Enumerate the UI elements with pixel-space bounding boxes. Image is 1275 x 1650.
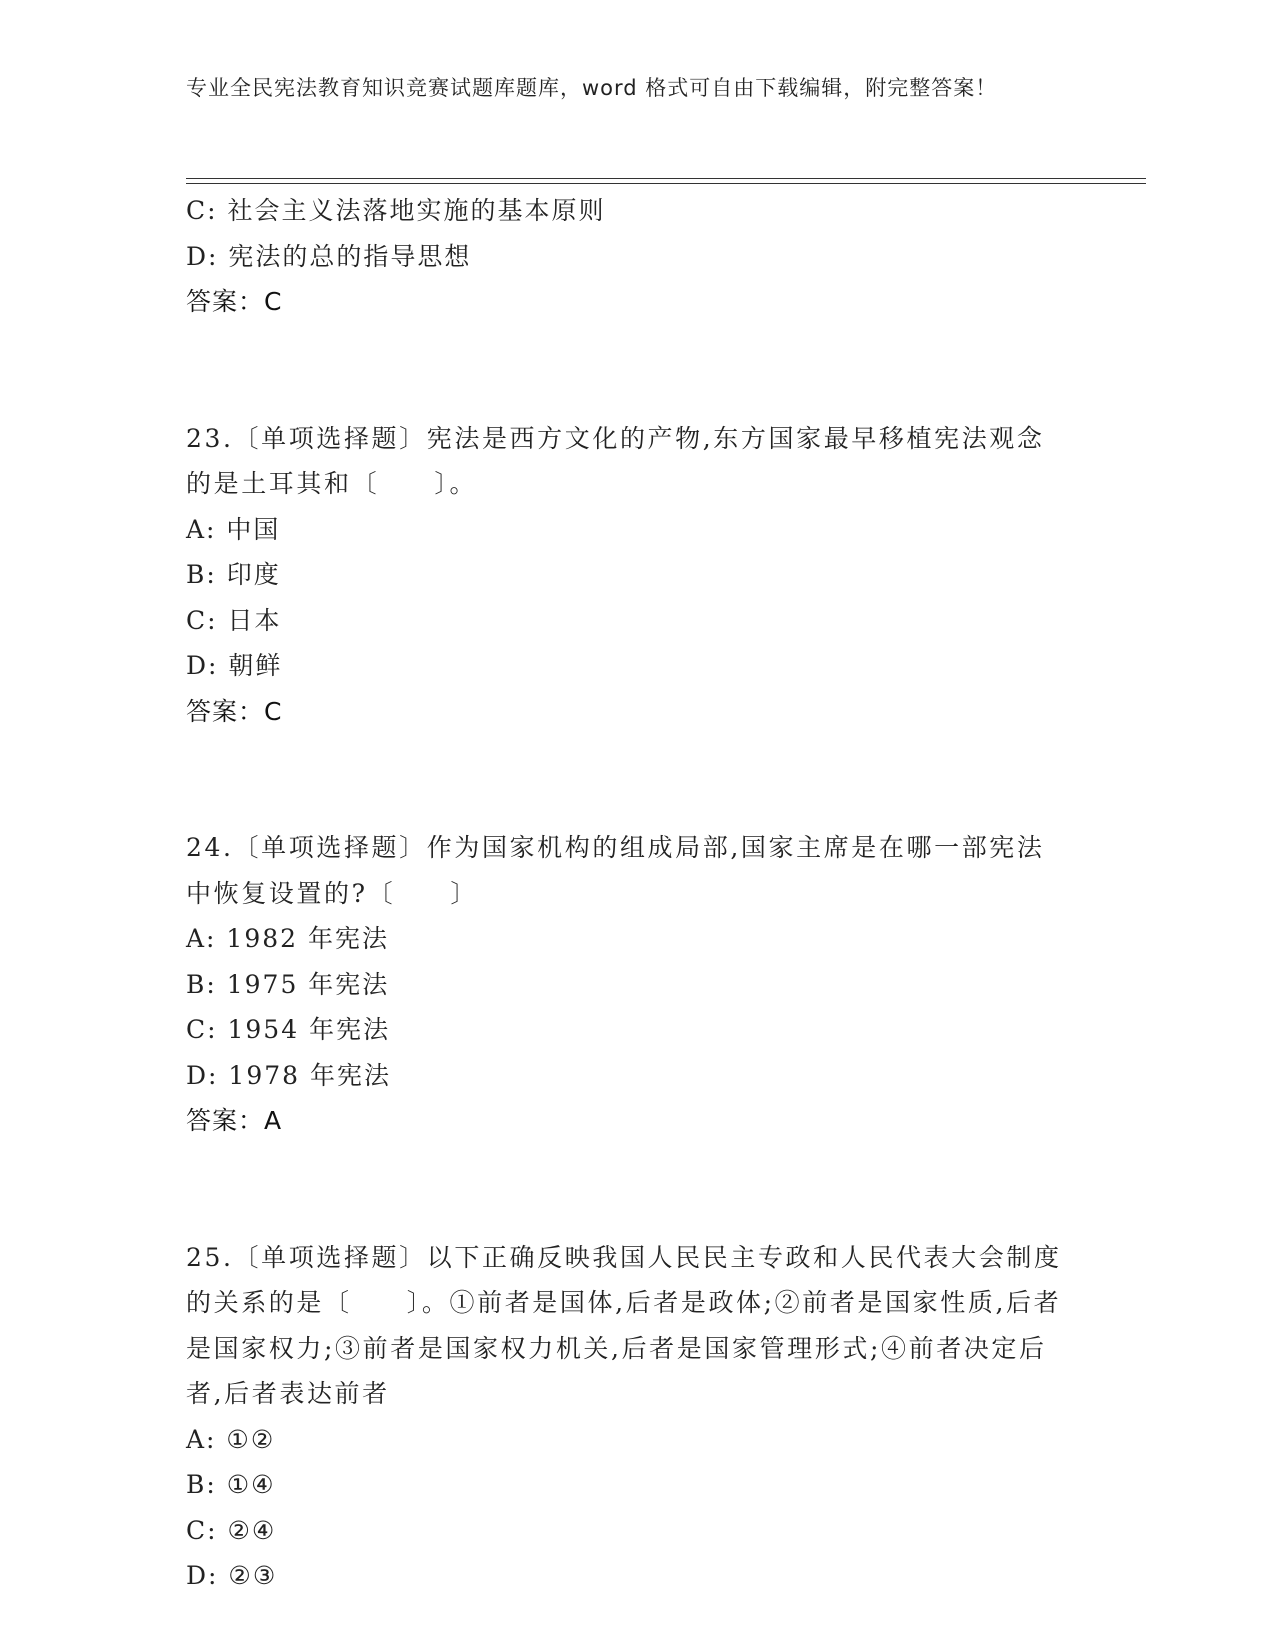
option-a: A: ①②	[186, 1424, 276, 1454]
question-list	[186, 188, 1086, 1599]
spacer	[186, 734, 1086, 825]
header-divider-top	[186, 178, 1146, 179]
option-d: D: ②③	[186, 1561, 278, 1590]
question-text: 25.〔单项选择题〕以下正确反映我国人民民主专政和人民代表大会制度的关系的是〔 〕。①前者是国体,后者是政体;②前者是国家性质,后者是国家权力;③前者是国家权力机关,后者是国家管理形式;④前者决定后者,后者表达前者	[186, 1242, 1062, 1408]
question-text: 23.〔单项选择题〕宪法是西方文化的产物,东方国家最早移植宪法观念的是土耳其和〔 〕。	[186, 423, 1045, 498]
option-c: C: 1954 年宪法	[186, 1015, 391, 1044]
option-b: B: 印度	[186, 560, 281, 589]
answer-label: 答案：C	[186, 696, 283, 726]
question-block-25	[186, 1235, 1086, 1599]
option-a: A: 1982 年宪法	[186, 924, 389, 953]
spacer	[186, 325, 1086, 416]
option-b: B: 1975 年宪法	[186, 969, 390, 999]
question-text: 24.〔单项选择题〕作为国家机构的组成局部,国家主席是在哪一部宪法中恢复设置的?〔 〕	[186, 833, 1045, 908]
answer-label: 答案：A	[186, 1106, 283, 1135]
question-block-24	[186, 825, 1086, 1144]
option-c: C: ②④	[186, 1515, 277, 1545]
header-divider-bottom	[186, 183, 1146, 184]
answer-label: 答案：C	[186, 287, 283, 316]
option-c: C: 日本	[186, 605, 282, 635]
option-d: D: 宪法的总的指导思想	[186, 241, 472, 271]
option-d: D: 1978 年宪法	[186, 1060, 391, 1090]
question-block-22	[186, 188, 1086, 325]
option-b: B: ①④	[186, 1470, 276, 1499]
option-c: C: 社会主义法落地实施的基本原则	[186, 196, 606, 225]
option-d: D: 朝鲜	[186, 651, 283, 680]
page-header: 专业全民宪法教育知识竞赛试题库题库，word 格式可自由下载编辑，附完整答案！	[186, 76, 998, 100]
option-a: A: 中国	[186, 514, 281, 544]
spacer	[186, 1144, 1086, 1235]
question-block-23	[186, 416, 1086, 735]
